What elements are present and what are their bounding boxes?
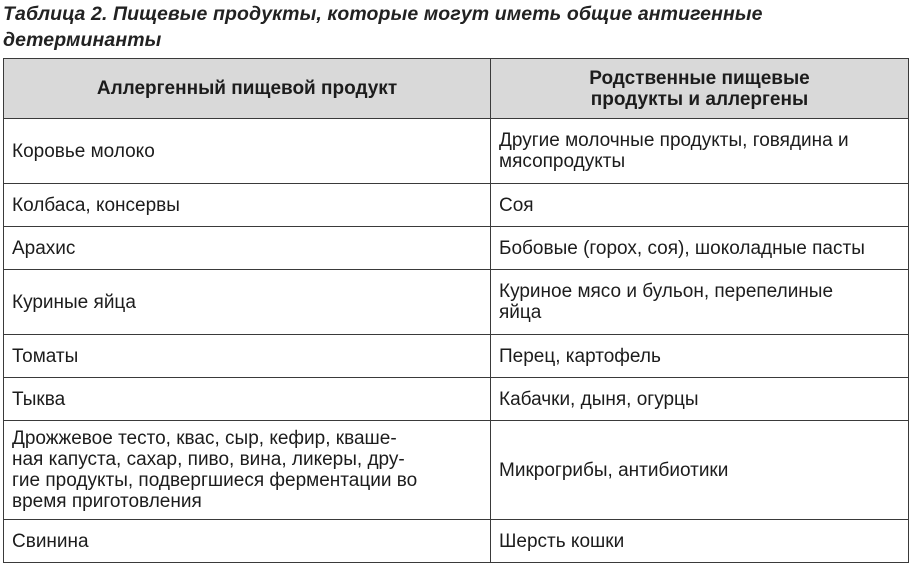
cell-related xyxy=(491,421,909,520)
header-col1-text: Аллергенный пищевой продукт xyxy=(96,78,398,99)
cell-product xyxy=(4,520,491,563)
cell-product xyxy=(4,270,491,335)
cell-product-line: Колбаса, консервы xyxy=(12,194,180,216)
cell-product xyxy=(4,378,491,421)
cell-product xyxy=(4,421,491,520)
cell-related xyxy=(491,520,909,563)
table-row xyxy=(4,227,909,270)
table-header-row xyxy=(4,59,909,119)
cell-related-line: Бобовые (горох, соя), шоколадные пасты xyxy=(499,237,865,259)
cell-product-line: Свинина xyxy=(12,530,89,552)
allergen-table xyxy=(3,58,909,563)
cell-product-line: Дрожжевое тесто, квас, сыр, кефир, кваше- xyxy=(12,428,397,449)
header-related-products xyxy=(491,59,909,119)
cell-related xyxy=(491,227,909,270)
cell-product-line: Арахис xyxy=(12,237,76,259)
table-row xyxy=(4,270,909,335)
cell-product xyxy=(4,227,491,270)
table-row xyxy=(4,184,909,227)
cell-related-line: яйца xyxy=(499,302,542,323)
table-caption xyxy=(3,1,903,53)
cell-related-line: Микрогрибы, антибиотики xyxy=(499,459,729,481)
cell-related xyxy=(491,270,909,335)
table-row xyxy=(4,378,909,421)
cell-product xyxy=(4,335,491,378)
cell-product-line: Томаты xyxy=(12,345,79,367)
cell-product xyxy=(4,184,491,227)
header-col2-line-2: продукты и аллергены xyxy=(590,88,809,110)
caption-line-2: детерминанты xyxy=(3,29,162,51)
caption-line-1: Таблица 2. Пищевые продукты, которые могут иметь общие антигенные xyxy=(3,3,763,25)
cell-related xyxy=(491,335,909,378)
cell-related-line: Кабачки, дыня, огурцы xyxy=(499,388,699,410)
cell-product-line: Коровье молоко xyxy=(12,140,155,162)
cell-product-line: Куриные яйца xyxy=(12,291,136,313)
table-row xyxy=(4,119,909,184)
cell-related-line: Куриное мясо и бульон, перепелиные xyxy=(499,281,834,302)
cell-related xyxy=(491,119,909,184)
cell-related xyxy=(491,378,909,421)
cell-product-line: время приготовления xyxy=(12,491,202,512)
cell-product-line: ная капуста, сахар, пиво, вина, ликеры, дру- xyxy=(12,449,405,470)
cell-related-line: Другие молочные продукты, говядина и xyxy=(499,130,849,151)
table-row xyxy=(4,520,909,563)
cell-related xyxy=(491,184,909,227)
cell-related-line: Соя xyxy=(499,194,534,216)
cell-related-line: мясопродукты xyxy=(499,151,626,172)
cell-related-line: Шерсть кошки xyxy=(499,530,625,552)
table-row xyxy=(4,335,909,378)
header-col2-line-1: Родственные пищевые xyxy=(589,67,810,89)
table-row xyxy=(4,421,909,520)
cell-product xyxy=(4,119,491,184)
cell-related-line: Перец, картофель xyxy=(499,345,661,367)
header-allergen-product xyxy=(4,59,491,119)
cell-product-line: гие продукты, подвергшиеся ферментации во xyxy=(12,470,418,491)
cell-product-line: Тыква xyxy=(12,388,66,410)
